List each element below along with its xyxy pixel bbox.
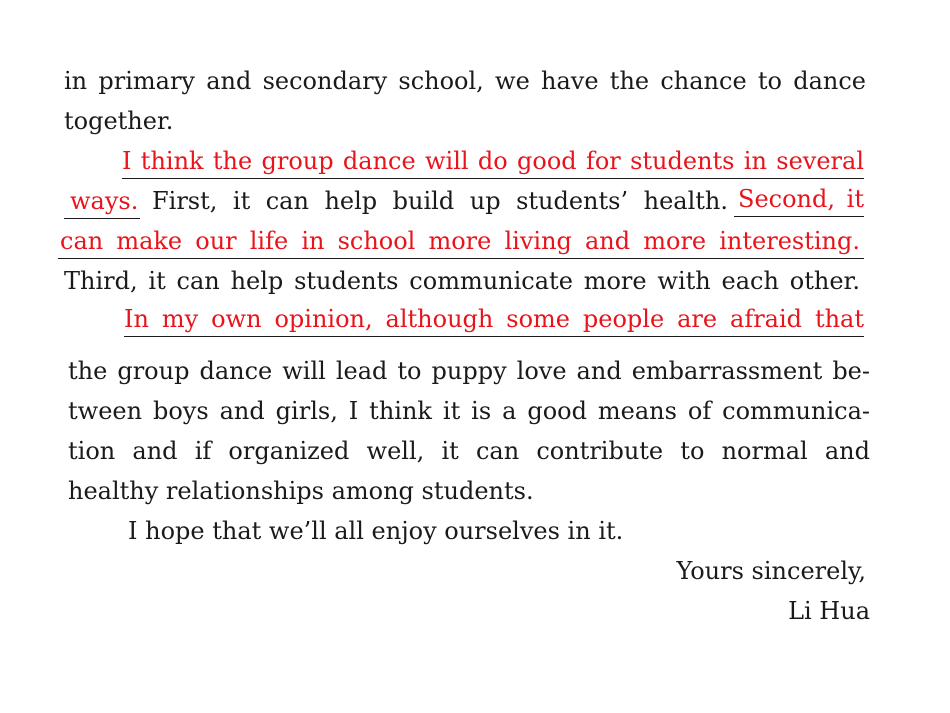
highlight-sentence-school-life: can make our life in school more living and more interesting. bbox=[60, 227, 860, 255]
paragraph-line-8: the group dance will lead to puppy love and embarrassment be- bbox=[68, 357, 870, 385]
highlight-sentence-group-dance: I think the group dance will do good for students in several bbox=[122, 147, 864, 175]
paragraph-line-third-point: Third, it can help students communicate more with each other. bbox=[64, 267, 860, 295]
highlight-sentence-opinion: In my own opinion, although some people are afraid that bbox=[124, 305, 864, 333]
answer-underline bbox=[124, 336, 864, 337]
paragraph-line-12: I hope that we’ll all enjoy ourselves in it. bbox=[128, 517, 624, 545]
paragraph-line-10: tion and if organized well, it can contribute to normal and bbox=[68, 437, 870, 465]
answer-underline bbox=[64, 218, 140, 219]
paragraph-line-9: tween boys and girls, I think it is a good means of communica- bbox=[68, 397, 870, 425]
answer-underline bbox=[58, 258, 864, 259]
answer-underline bbox=[122, 178, 864, 179]
paragraph-line-11: healthy relationships among students. bbox=[68, 477, 534, 505]
paragraph-line-first-point: First, it can help build up students’ health. bbox=[152, 187, 728, 215]
highlight-phrase-second: Second, it bbox=[738, 185, 864, 213]
answer-underline bbox=[734, 216, 864, 217]
highlight-word-ways: ways. bbox=[70, 187, 139, 215]
letter-closing: Yours sincerely, bbox=[676, 557, 866, 585]
letter-signature: Li Hua bbox=[788, 597, 870, 625]
paragraph-line-2: together. bbox=[64, 107, 174, 135]
paragraph-line-1: in primary and secondary school, we have the chance to dance bbox=[64, 67, 866, 95]
